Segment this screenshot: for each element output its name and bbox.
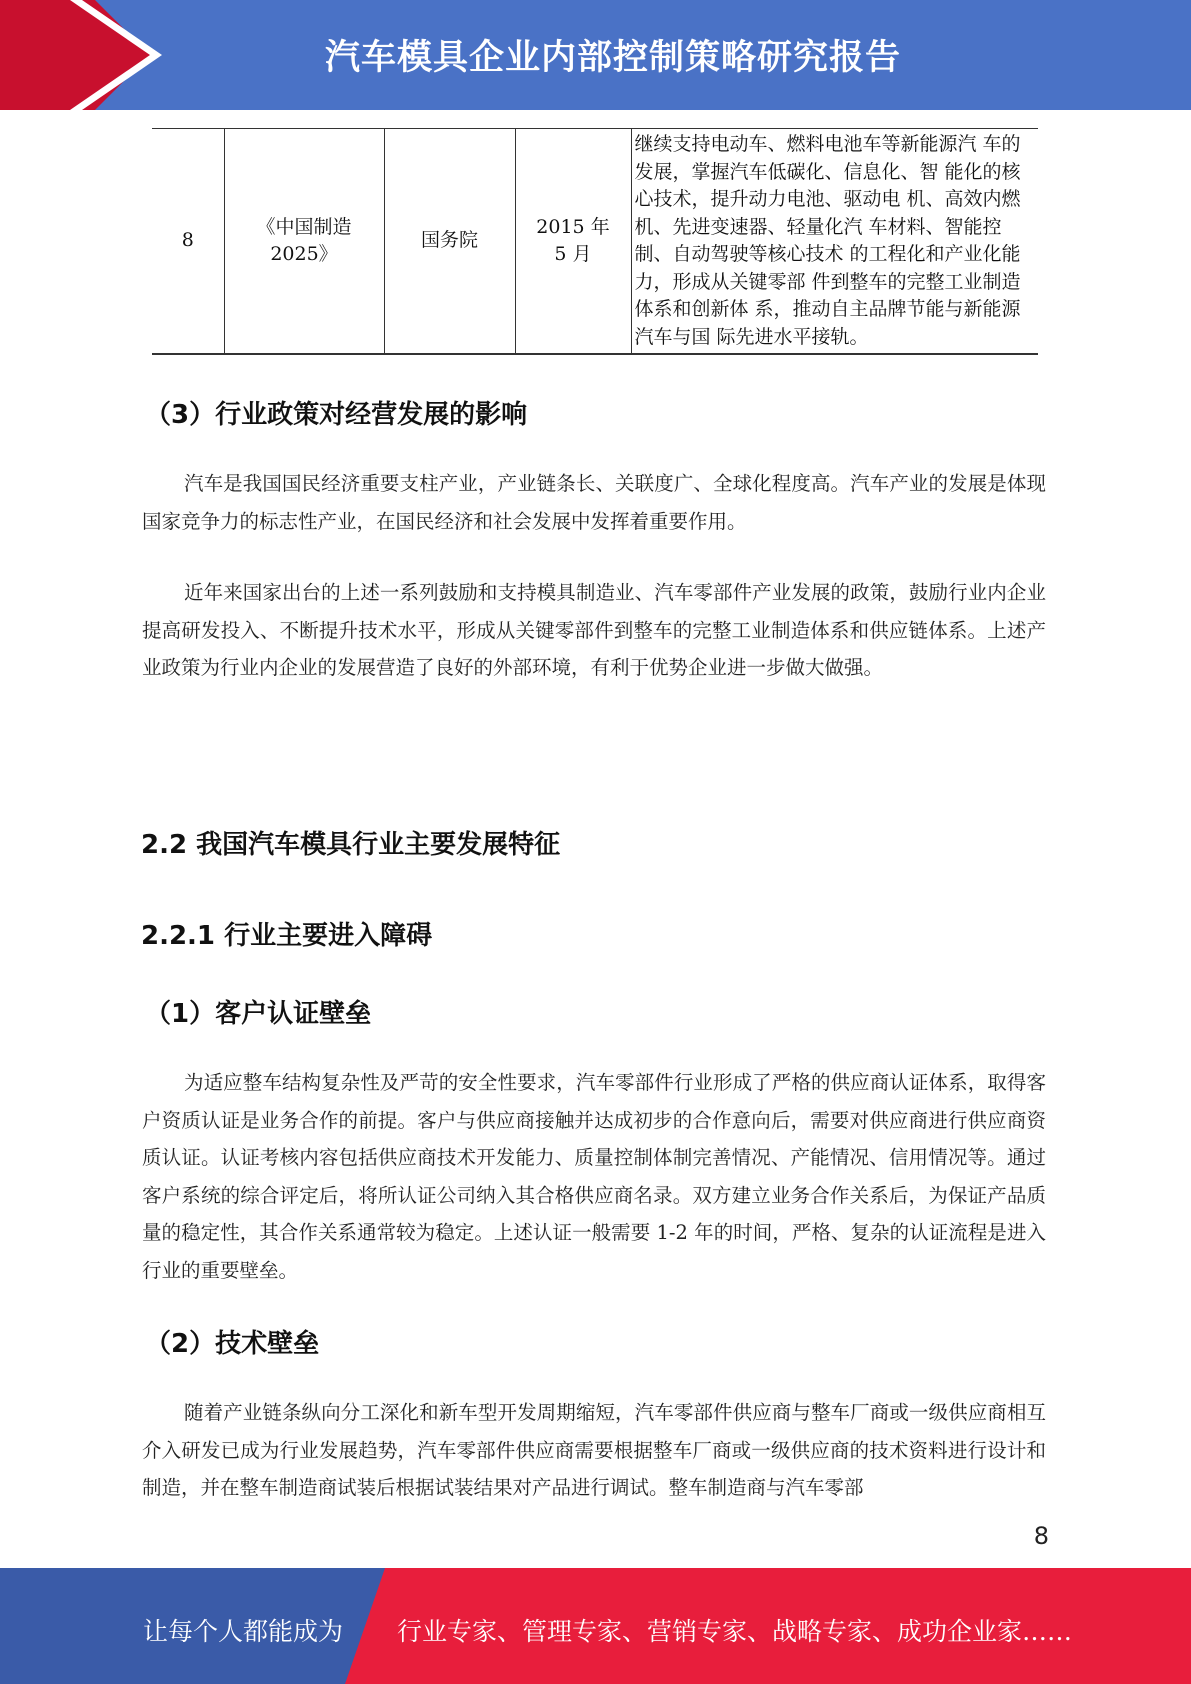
technology-barrier-paragraph: 随着产业链条纵向分工深化和新车型开发周期缩短，汽车零部件供应商与整车厂商或一级供应商相互介入研发已成为行业发展趋势，汽车零部件供应商需要根据整车厂商或一级供应商的技术资料进行设计和制造，并在整车制造商试装后根据试装结果对产品进行调试。整车制造商与汽车零部: [142, 1401, 1046, 1499]
policy-impact-paragraph-2: 近年来国家出台的上述一系列鼓励和支持模具制造业、汽车零部件产业发展的政策，鼓励行业内企业提高研发投入、不断提升技术水平，形成从关键零部件到整车的完整工业制造体系和供应链体系。上述产业政策为行业内企业的发展营造了良好的外部环境，有利于优势企业进一步做大做强。: [142, 581, 1046, 679]
customer-certification-heading: （1）客户认证壁垒: [145, 999, 372, 1029]
policy-name-cell: [224, 129, 384, 355]
page-number: 8: [1033, 1522, 1049, 1550]
customer-certification-paragraph: 为适应整车结构复杂性及严苛的安全性要求，汽车零部件行业形成了严格的供应商认证体系，取得客户资质认证是业务合作的前提。客户与供应商接触并达成初步的合作意向后，需要对供应商进行供应商资质认证。认证考核内容包括供应商技术开发能力、质量控制体制完善情况、产能情况、信用情况等。通过客户系统的综合评定后，将所认证公司纳入其合格供应商名录。双方建立业务合作关系后，为保证产品质量的稳定性，其合作关系通常较为稳定。上述认证一般需要 1-2 年的时间，严格、复杂的认证流程是进入行业的重要壁垒。: [142, 1071, 1046, 1282]
date-line1: 2015 年: [536, 215, 610, 238]
policy-impact-heading: （3）行业政策对经营发展的影响: [145, 400, 528, 430]
policy-name-line2: 2025》: [270, 243, 338, 265]
issuer-cell: 国务院: [384, 129, 515, 355]
row-number: 8: [152, 129, 224, 355]
table-row: [152, 129, 1038, 355]
date-line2: 5 月: [554, 243, 592, 265]
page-header: [0, 0, 1191, 110]
footer-slogan-right: 行业专家、管理专家、营销专家、战略专家、成功企业家……: [397, 1617, 1073, 1646]
policy-impact-paragraph-1: 汽车是我国国民经济重要支柱产业，产业链条长、关联度广、全球化程度高。汽车产业的发展是体现国家竞争力的标志性产业，在国民经济和社会发展中发挥着重要作用。: [142, 472, 1046, 533]
report-title: 汽车模具企业内部控制策略研究报告: [324, 38, 901, 78]
date-cell: [515, 129, 631, 355]
page-footer: [0, 1568, 1191, 1684]
footer-slogan-left: 让每个人都能成为: [143, 1617, 344, 1646]
policy-content-cell: 继续支持电动车、燃料电池车等新能源汽 车的发展，掌握汽车低碳化、信息化、智 能化的核心技术，提升动力电池、驱动电 机、高效内燃机、先进变速器、轻量化汽 车材料、智能控制、自动驾驶等核心技术 的工程化和产业化能力，形成从关键零部 件到整车的完整工业制造体系和创新体 系，推动自主品牌节能与新能源汽车与国 际先进水平接轨。: [631, 129, 1038, 355]
policy-table: [152, 128, 1038, 355]
section-2-2-1-heading: 2.2.1 行业主要进入障碍: [141, 921, 433, 951]
section-2-2-heading: 2.2 我国汽车模具行业主要发展特征: [141, 830, 561, 860]
technology-barrier-heading: （2）技术壁垒: [145, 1329, 320, 1359]
policy-name-line1: 《中国制造: [256, 215, 352, 238]
